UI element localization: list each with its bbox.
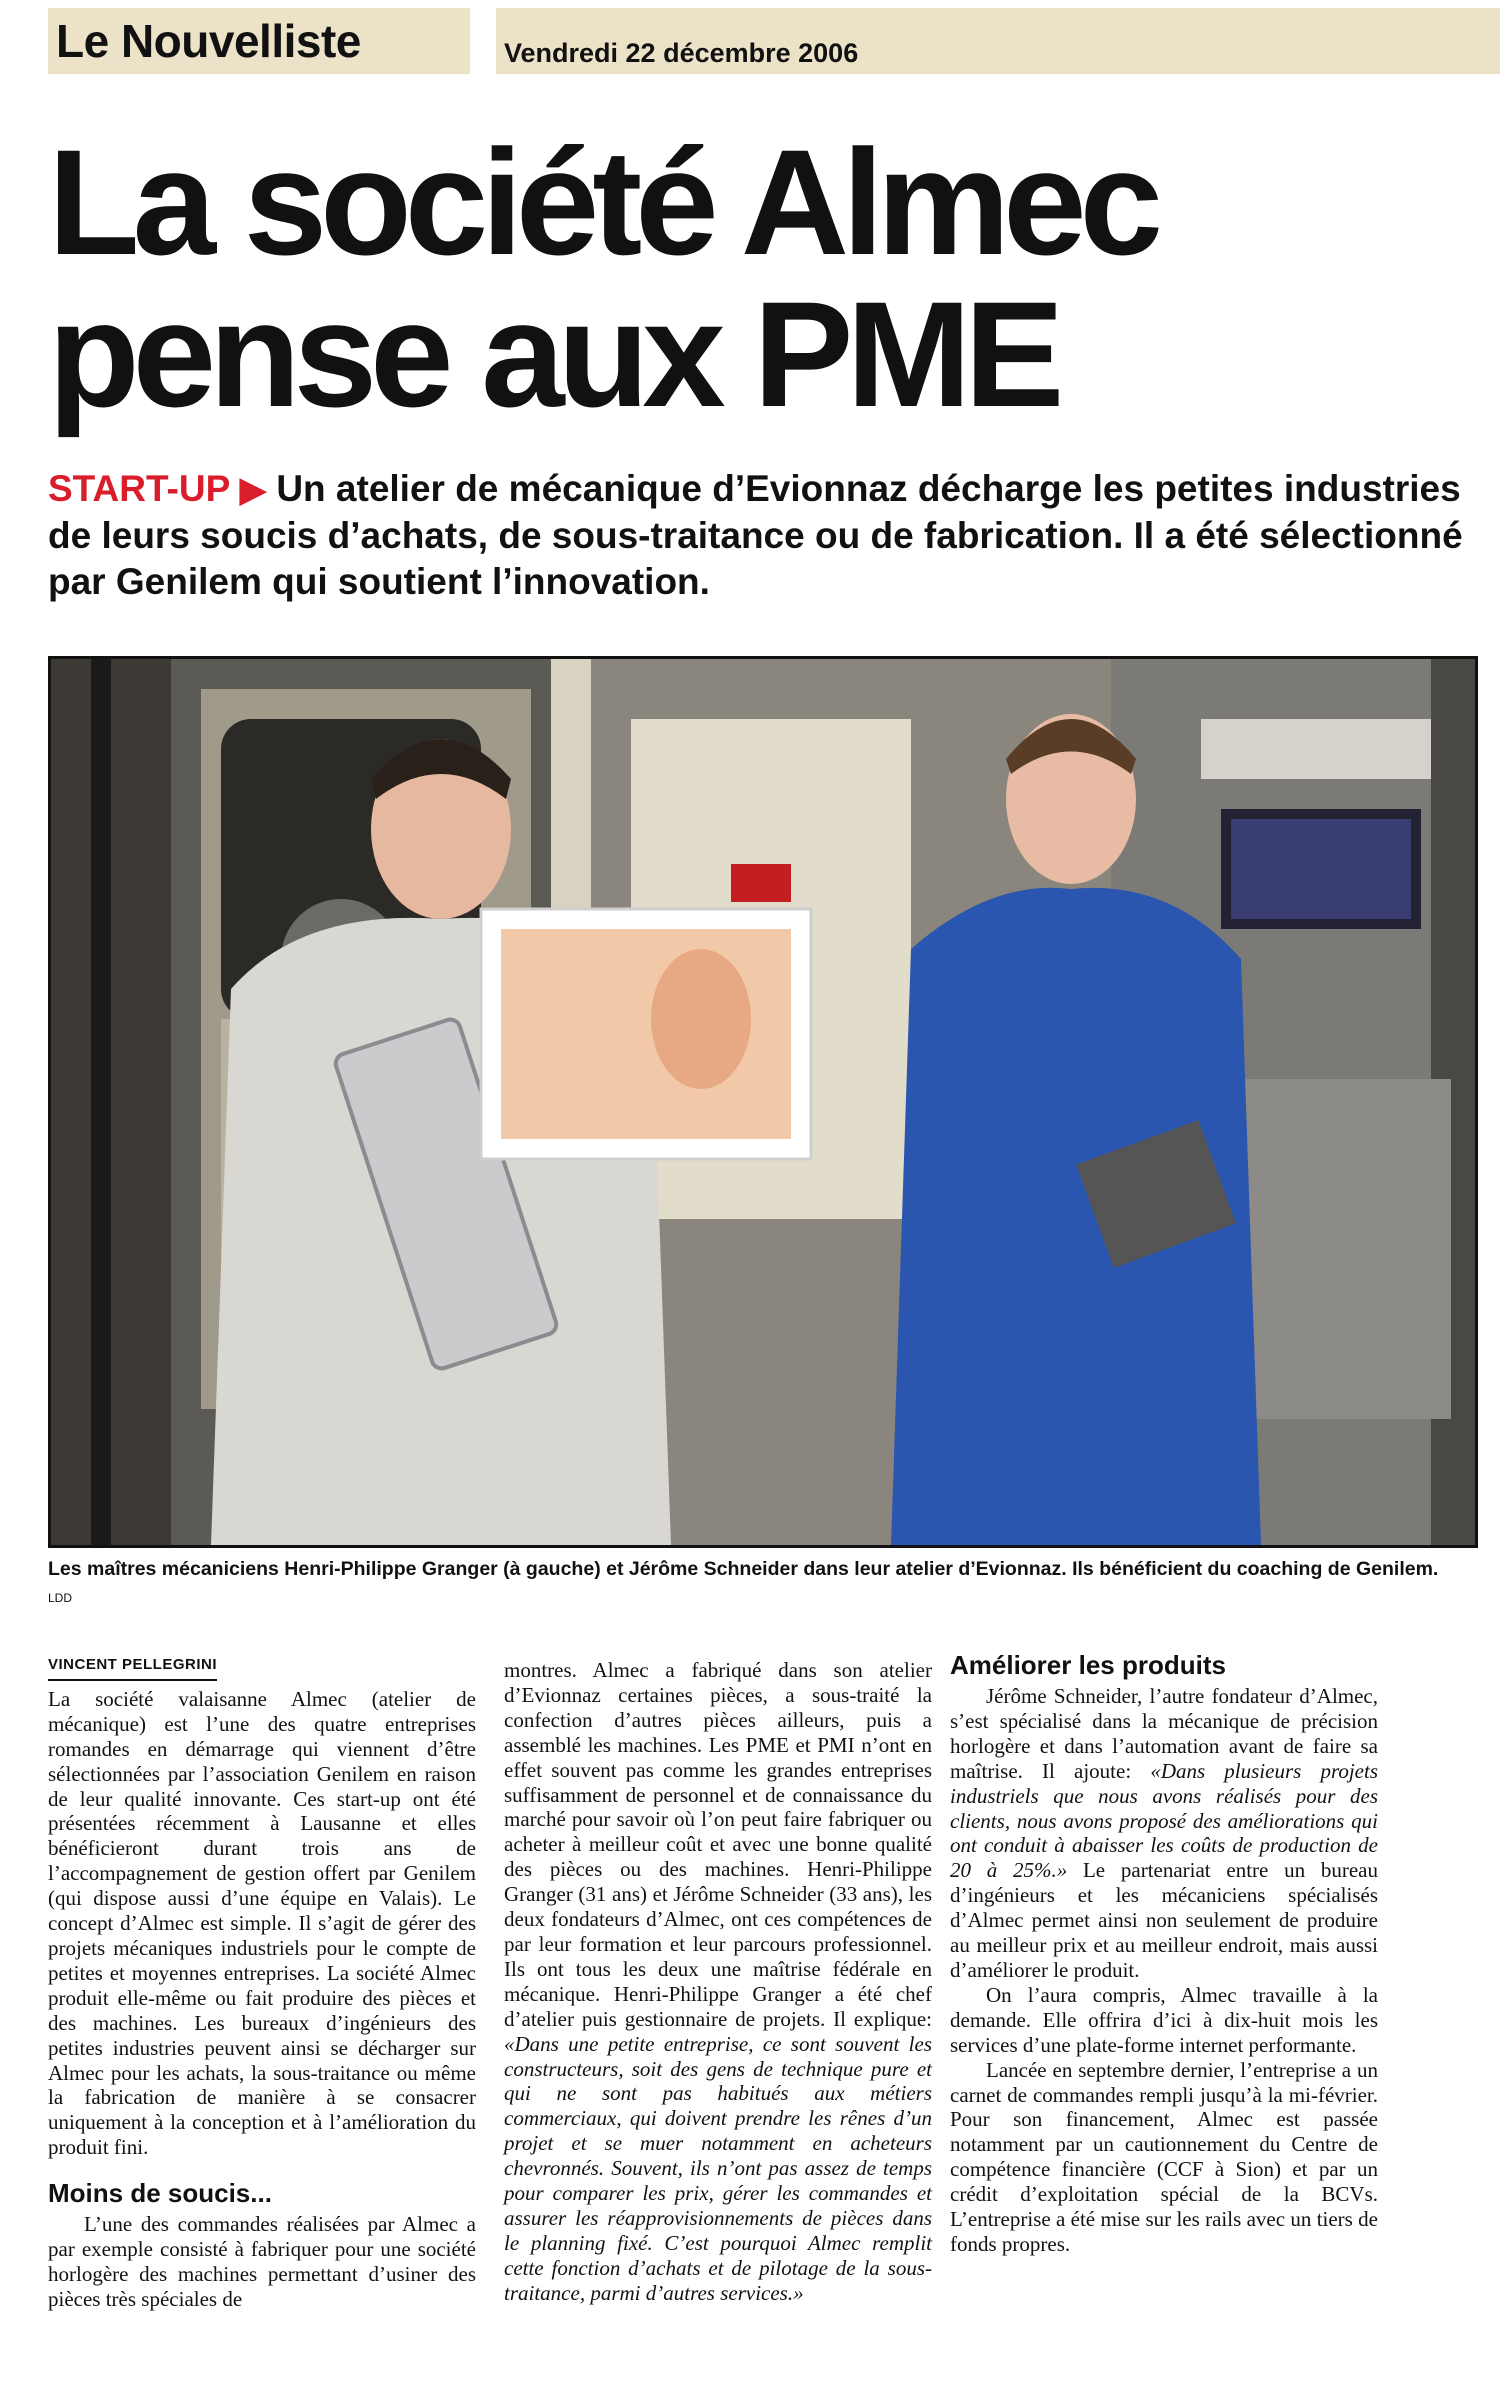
newspaper-name: Le Nouvelliste bbox=[56, 15, 361, 67]
lead-paragraph bbox=[48, 466, 1468, 605]
headline bbox=[48, 118, 1468, 438]
photo-credit: LDD bbox=[48, 1591, 73, 1605]
quote: «Dans plusieurs projets industriels que nous avons réalisés pour des clients, nous avons proposé des améliorations qui ont conduit à abaisser les coûts de production de 20 à 25%.» bbox=[950, 1758, 1378, 1883]
newspaper-name-box bbox=[48, 8, 470, 74]
article-column-3 bbox=[950, 1650, 1378, 2257]
lead-text: Un atelier de mécanique d’Evionnaz décharge les petites industries de leurs soucis d’achats, de sous-traitance ou de fabrication. Il a été sélectionné par Genilem qui soutient l’innovation. bbox=[48, 468, 1463, 602]
subhead-ameliorer-les-produits: Améliorer les produits bbox=[950, 1650, 1226, 1680]
headline-line-1: La société Almec bbox=[48, 118, 1156, 286]
body-paragraph: L’une des commandes réalisées par Almec a par exemple consisté à fabriquer pour une société horlogère des machines permettant d’usiner des pièces très spéciales de bbox=[48, 2212, 476, 2311]
masthead bbox=[0, 0, 1500, 78]
body-paragraph: Lancée en septembre dernier, l’entreprise a un carnet de commandes rempli jusqu’à la mi-février. Pour son financement, Almec est passée notamment par un cautionnement du Centre de compétence financière (CCF à Sion) et par un crédit d’exploitation spécial de la BCVs. L’entreprise a été mise sur les rails avec un tiers de fonds propres. bbox=[950, 2057, 1378, 2256]
subhead-moins-de-soucis: Moins de soucis... bbox=[48, 2178, 272, 2209]
body-text: Jérôme Schneider, l’autre fondateur d’Almec, s’est spécialisé dans la mécanique de précision horlogère et dans l’automation avant de faire sa maîtrise. Il ajoute: bbox=[950, 1684, 1378, 1783]
body-text: Le partenariat entre un bureau d’ingénieurs et les mécaniciens spécialisés d’Almec permet ainsi non seulement de produire au meilleur prix et au meilleur endroit, mais aussi d’améliorer le produit. bbox=[950, 1858, 1378, 1982]
body-text: montres. Almec a fabriqué dans son atelier d’Evionnaz certaines pièces, a sous-traité la confection d’autres pièces ailleurs, puis a assemblé les machines. Les PME et PMI n’ont en effet souvent pas comme les grandes entreprises suffisamment de personnel et de connaissance du marché pour savoir où l’on peut faire fabriquer ou acheter à meilleur coût et avec une bonne qualité des pièces ou des machines. Henri-Philippe Granger (31 ans) et Jérôme Schneider (33 ans), les deux fondateurs d’Almec, ont ces compétences de par leur formation et leur parcours professionnel. Ils ont tous les deux une maîtrise fédérale en mécanique. Henri-Philippe Granger a été chef d’atelier puis gestionnaire de projets. Il explique: bbox=[504, 1658, 932, 2031]
photo-illustration bbox=[51, 659, 1475, 1545]
article-column-1 bbox=[48, 1650, 476, 2312]
body-paragraph bbox=[504, 1658, 932, 2306]
body-paragraph: On l’aura compris, Almec travaille à la demande. Elle offrira d’ici à dix-huit mois les services d’une plate-forme internet performante. bbox=[950, 1982, 1378, 2057]
kicker: START-UP bbox=[48, 468, 230, 509]
kicker-arrow-icon: ▶ bbox=[239, 471, 267, 509]
publication-date: Vendredi 22 décembre 2006 bbox=[504, 38, 859, 68]
photo-caption bbox=[48, 1556, 1458, 1612]
byline: VINCENT PELLEGRINI bbox=[48, 1653, 217, 1681]
article-column-2 bbox=[504, 1658, 932, 2306]
date-box bbox=[496, 8, 1500, 74]
headline-line-2: pense aux PME bbox=[48, 270, 1058, 438]
body-paragraph: La société valaisanne Almec (atelier de mécanique) est l’une des quatre entreprises romandes en démarrage qui viennent d’être sélectionnées par l’association Genilem en raison de leur qualité innovante. Ces start-up ont été présentées récemment à Lausanne et elles bénéficieront durant trois ans de l’accompagnement de gestion offert par Genilem (qui dispose aussi d’une équipe en Valais). Le concept d’Almec est simple. Il s’agit de gérer des projets mécaniques industriels pour le compte de petites et moyennes entreprises. La société Almec produit elle-même ou fait produire des pièces et des machines. Les bureaux d’ingénieurs des petites industries peuvent ainsi se décharger sur Almec pour les achats, la sous-traitance ou même la fabrication de manière à se consacrer uniquement à la conception et à l’amélioration du produit fini. bbox=[48, 1686, 476, 2160]
quote: «Dans une petite entreprise, ce sont souvent les constructeurs, soit des gens de technique pure et qui ne sont pas habitués aux métiers commerciaux, qui doivent prendre les rênes d’un projet et se muer notamment en acheteurs chevronnés. Souvent, ils n’ont pas assez de temps pour comparer les prix, gérer les commandes et assurer les réapprovisionnements de pièces dans le planning fixé. C’est pourquoi Almec remplit cette fonction d’achats et de pilotage de la sous-traitance, parmi d’autres services.» bbox=[504, 2031, 932, 2305]
body-paragraph bbox=[950, 1684, 1378, 1983]
caption-text: Les maîtres mécaniciens Henri-Philippe Granger (à gauche) et Jérôme Schneider dans leur atelier d’Evionnaz. Ils bénéficient du coaching de Genilem. bbox=[48, 1558, 1439, 1580]
article-photo bbox=[48, 656, 1478, 1548]
